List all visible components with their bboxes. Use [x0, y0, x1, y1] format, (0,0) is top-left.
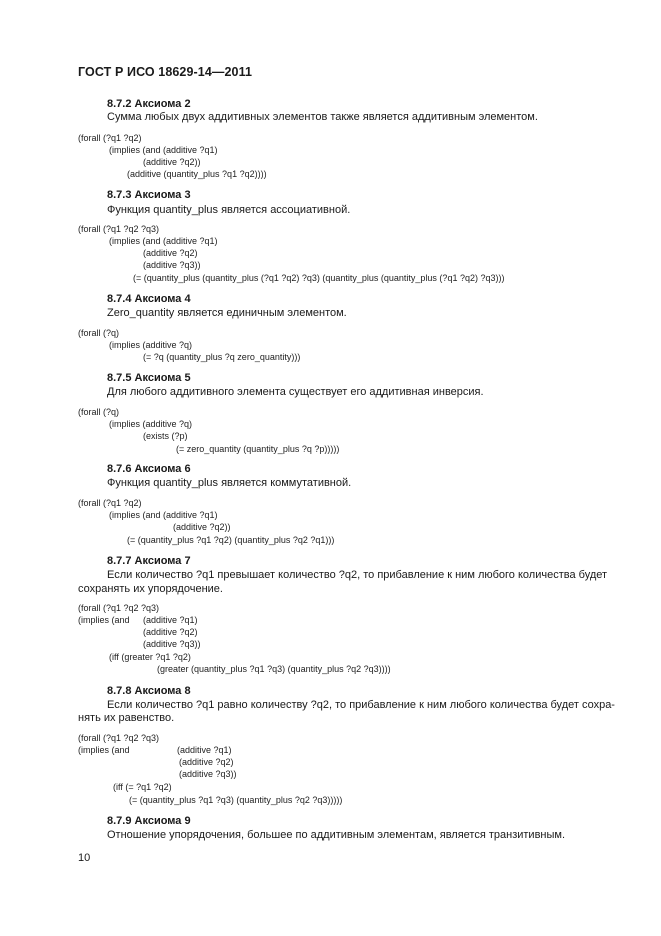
section-heading: 8.7.7 Аксиома 7: [107, 555, 191, 567]
code-line: (additive ?q2)): [173, 522, 231, 532]
code-line: (implies (and (additive ?q1): [109, 145, 218, 155]
code-line: (additive ?q1): [177, 745, 232, 755]
code-line: (iff (= ?q1 ?q2): [113, 782, 172, 792]
code-line: (forall (?q1 ?q2 ?q3): [78, 603, 160, 613]
code-line: (additive ?q3)): [143, 260, 201, 270]
code-line: (= (quantity_plus (quantity_plus (?q1 ?q2) ?q3) (quantity_plus (quantity_plus (?q1 ?q2) ?q3))): [133, 273, 505, 283]
section-text: нять их равенство.: [78, 712, 175, 724]
section-heading: 8.7.4 Аксиома 4: [107, 293, 191, 305]
code-line: (additive (quantity_plus ?q1 ?q2)))): [127, 169, 267, 179]
code-line: (forall (?q1 ?q2): [78, 498, 142, 508]
code-line: (forall (?q1 ?q2 ?q3): [78, 224, 160, 234]
section-heading: 8.7.2 Аксиома 2: [107, 98, 191, 110]
code-line: (forall (?q1 ?q2 ?q3): [78, 733, 160, 743]
code-line: (= (quantity_plus ?q1 ?q2) (quantity_plus ?q2 ?q1))): [127, 535, 335, 545]
code-line: (iff (greater ?q1 ?q2): [109, 652, 191, 662]
code-line: (additive ?q2): [143, 627, 198, 637]
section-heading: 8.7.5 Аксиома 5: [107, 372, 191, 384]
code-line: (additive ?q1): [143, 615, 198, 625]
code-line: (additive ?q3)): [179, 769, 237, 779]
code-line: (= ?q (quantity_plus ?q zero_quantity))): [143, 352, 301, 362]
page-number: 10: [78, 852, 91, 864]
section-heading: 8.7.9 Аксиома 9: [107, 815, 191, 827]
section-heading: 8.7.3 Аксиома 3: [107, 189, 191, 201]
section-text: сохранять их упорядочение.: [78, 583, 223, 595]
code-line: (= (quantity_plus ?q1 ?q3) (quantity_plus ?q2 ?q3))))): [129, 795, 343, 805]
code-line: (implies (additive ?q): [109, 419, 193, 429]
code-line: (additive ?q2)): [143, 157, 201, 167]
document-header: ГОСТ Р ИСО 18629-14—2011: [78, 65, 253, 79]
section-heading: 8.7.6 Аксиома 6: [107, 463, 191, 475]
code-line: (= zero_quantity (quantity_plus ?q ?p))))): [176, 444, 340, 454]
code-line: (additive ?q2): [143, 248, 198, 258]
code-line: (exists (?p): [143, 431, 188, 441]
section-text: Если количество ?q1 равно количеству ?q2, то прибавление к ним любого количества будет сохра-: [107, 699, 615, 711]
section-text: Сумма любых двух аддитивных элементов также является аддитивным элементом.: [107, 111, 538, 123]
section-text: Для любого аддитивного элемента существует его аддитивная инверсия.: [107, 386, 484, 398]
code-line: (implies (and: [78, 745, 130, 755]
section-text: Отношение упорядочения, большее по аддитивным элементам, является транзитивным.: [107, 829, 566, 841]
code-line: (additive ?q2): [179, 757, 234, 767]
code-line: (implies (and (additive ?q1): [109, 510, 218, 520]
code-line: (greater (quantity_plus ?q1 ?q3) (quantity_plus ?q2 ?q3)))): [157, 664, 391, 674]
section-text: Функция quantity_plus является ассоциативной.: [107, 204, 351, 216]
section-text: Если количество ?q1 превышает количество ?q2, то прибавление к ним любого количества будет: [107, 569, 608, 581]
code-line: (forall (?q): [78, 407, 120, 417]
code-line: (implies (and (additive ?q1): [109, 236, 218, 246]
code-line: (implies (and: [78, 615, 130, 625]
code-line: (implies (additive ?q): [109, 340, 193, 350]
section-text: Zero_quantity является единичным элементом.: [107, 307, 347, 319]
code-line: (forall (?q): [78, 328, 120, 338]
section-text: Функция quantity_plus является коммутативной.: [107, 477, 352, 489]
code-line: (forall (?q1 ?q2): [78, 133, 142, 143]
code-line: (additive ?q3)): [143, 639, 201, 649]
section-heading: 8.7.8 Аксиома 8: [107, 685, 191, 697]
